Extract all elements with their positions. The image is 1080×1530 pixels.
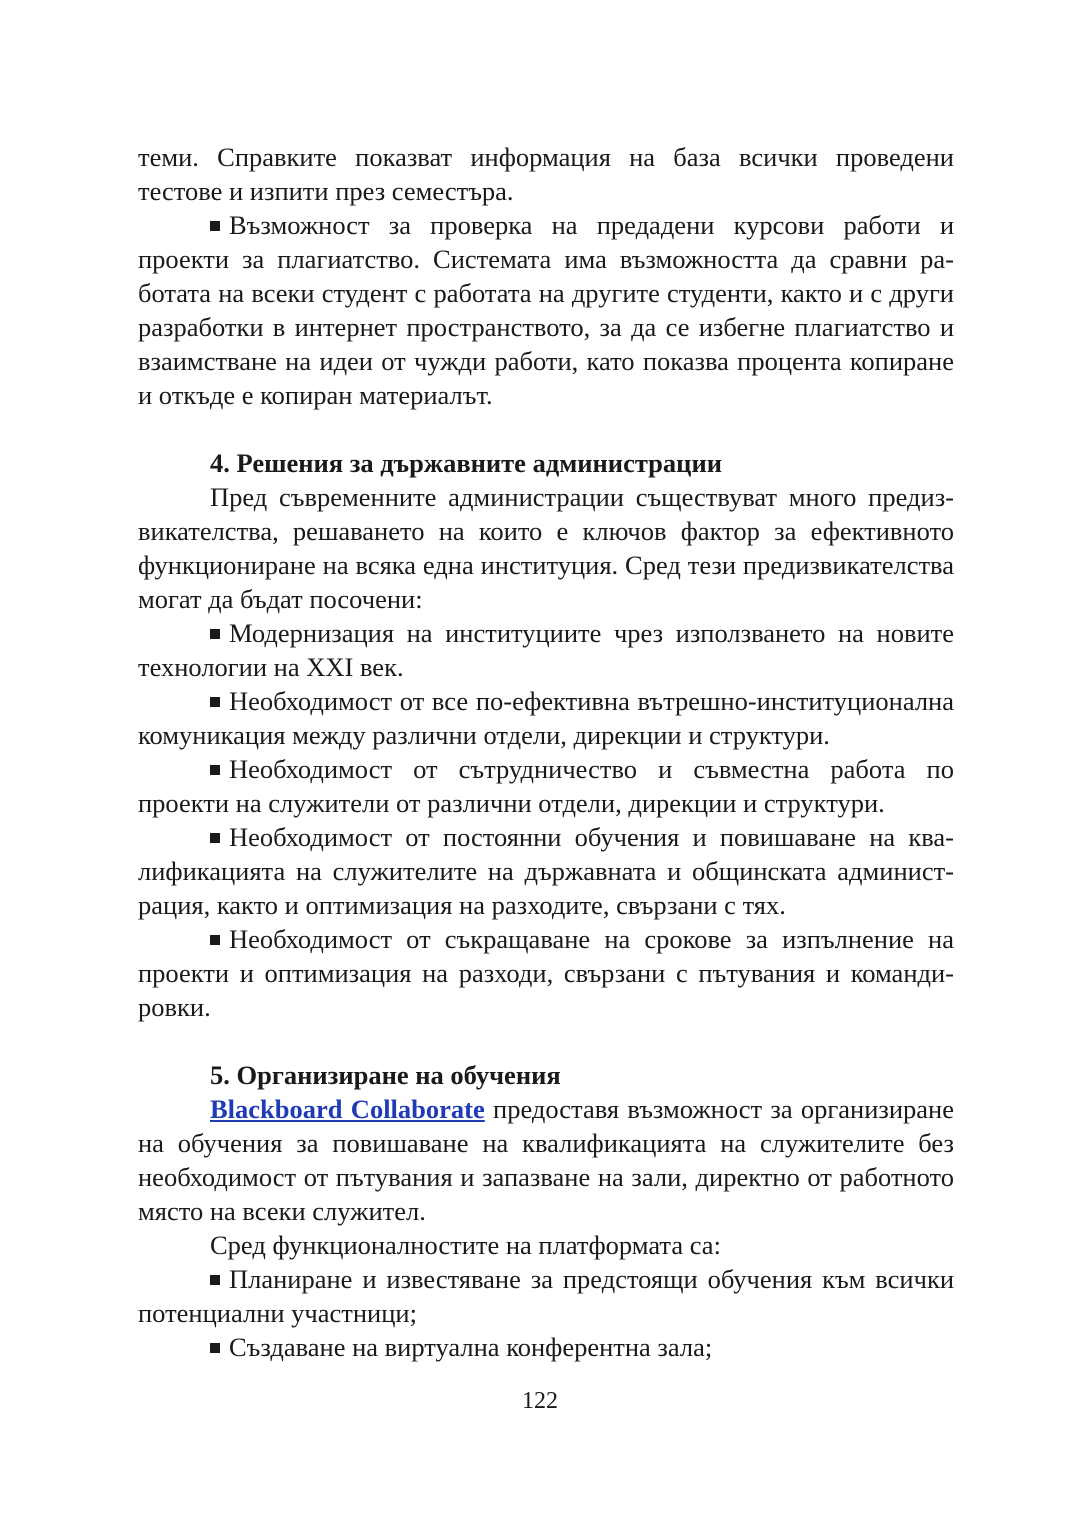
paragraph-continuation: теми. Справките показват информация на база всички проведени тестове и изпити през семестъра.	[138, 142, 954, 206]
bullet-item	[138, 684, 954, 752]
section-5-heading: 5. Организиране на обучения	[210, 1060, 561, 1090]
section-5-intro-text: предоставя възможност за организиране на обучения за повишаване на квалификацията на служителите без необходимост от пътувания и запазване на зали, директно от работното място на всеки служител.	[138, 1094, 954, 1226]
page-number: 122	[522, 1388, 558, 1414]
square-bullet-icon	[210, 221, 220, 231]
bullet-text: Необходимост от съкращаване на срокове за изпълнение на проекти и оптимизация на разходи, свързани с пътувания и командировки.	[138, 924, 954, 1022]
document-page	[138, 140, 954, 1364]
square-bullet-icon	[210, 1275, 220, 1285]
square-bullet-icon	[210, 697, 220, 707]
section-spacer	[138, 1024, 954, 1058]
bullet-text: Необходимост от все по-ефективна вътрешно-институционална комуникация между различни отдели, дирекции и структури.	[138, 686, 954, 750]
functions-intro: Сред функционалностите на платформата са:	[210, 1230, 721, 1260]
bullet-item	[138, 820, 954, 922]
bullet-text: Планиране и известяване за предстоящи обучения към всички потенциални участници;	[138, 1264, 954, 1328]
section-4-intro: Пред съвременните администрации съществуват много предизвикателства, решаването на които е ключов фактор за ефективното функциониране на всяка една институция. Сред тези предизвикателства могат да бъдат посочени:	[138, 482, 954, 614]
bullet-text: Необходимост от постоянни обучения и повишаване на квалификацията на служителите на държавната и общинската администрация, както и оптимизация на разходите, свързани с тях.	[138, 822, 954, 920]
bullet-text: Възможност за проверка на предадени курсови работи и проекти за плагиатство. Системата има възможността да сравни работата на всеки студент с работата на другите студенти, както и с други разработки в интернет пространството, за да се избегне плагиатство и взаимстване на идеи от чужди работи, като показва процента копиране и откъде е копиран материалът.	[138, 210, 954, 410]
bullet-item	[138, 1262, 954, 1330]
square-bullet-icon	[210, 765, 220, 775]
section-5-intro	[138, 1092, 954, 1228]
blackboard-collaborate-link[interactable]: Blackboard Collaborate	[210, 1094, 485, 1124]
bullet-text: Модернизация на институциите чрез използването на новите технологии на XXI век.	[138, 618, 954, 682]
section-spacer	[138, 412, 954, 446]
bullet-text: Създаване на виртуална конферентна зала;	[229, 1332, 713, 1362]
bullet-plagiarism-check	[138, 208, 954, 412]
bullet-item	[138, 752, 954, 820]
section-4-heading: 4. Решения за държавните администрации	[210, 448, 722, 478]
bullet-item	[138, 922, 954, 1024]
square-bullet-icon	[210, 935, 220, 945]
bullet-text: Необходимост от сътрудничество и съвместна работа по проекти на служители от различни отдели, дирекции и структури.	[138, 754, 954, 818]
bullet-item	[138, 616, 954, 684]
square-bullet-icon	[210, 1343, 220, 1353]
bullet-item	[138, 1330, 954, 1364]
square-bullet-icon	[210, 833, 220, 843]
square-bullet-icon	[210, 629, 220, 639]
